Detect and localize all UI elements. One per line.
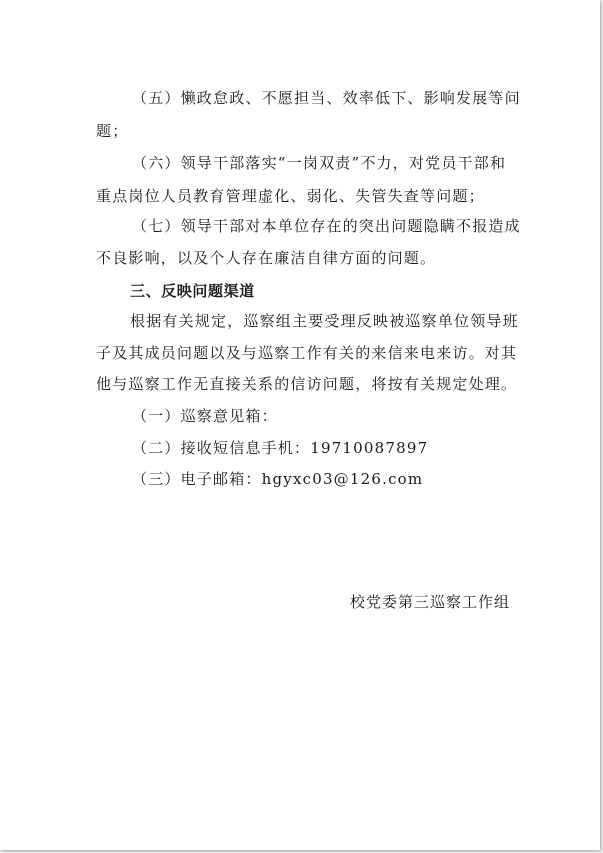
signature: 校党委第三巡察工作组 [350, 593, 511, 611]
paragraph-line-2: 子及其成员问题以及与巡察工作有关的来信来电来访。对其 [96, 344, 518, 362]
channel-sms-phone: （二）接收短信息手机：19710087897 [132, 439, 429, 457]
item-six-line-2: 重点岗位人员教育管理虚化、弱化、失管失查等问题； [96, 187, 485, 205]
item-five-line-2: 题； [96, 122, 129, 140]
item-five-line-1: （五）懒政怠政、不愿担当、效率低下、影响发展等问 [132, 89, 521, 107]
paragraph-line-3: 他与巡察工作无直接关系的信访问题，将按有关规定处理。 [96, 375, 518, 393]
item-seven-line-2: 不良影响，以及个人存在廉洁自律方面的问题。 [96, 249, 437, 267]
item-seven-line-1: （七）领导干部对本单位存在的突出问题隐瞒不报造成 [132, 217, 521, 235]
section-heading: 三、反映问题渠道 [130, 282, 255, 300]
channel-suggestion-box: （一）巡察意见箱： [132, 407, 278, 425]
paragraph-line-1: 根据有关规定，巡察组主要受理反映被巡察单位领导班 [130, 312, 519, 330]
channel-email: （三）电子邮箱：hgyxc03@126.com [132, 470, 424, 488]
item-six-line-1: （六）领导干部落实“一岗双责”不力，对党员干部和 [132, 154, 507, 172]
